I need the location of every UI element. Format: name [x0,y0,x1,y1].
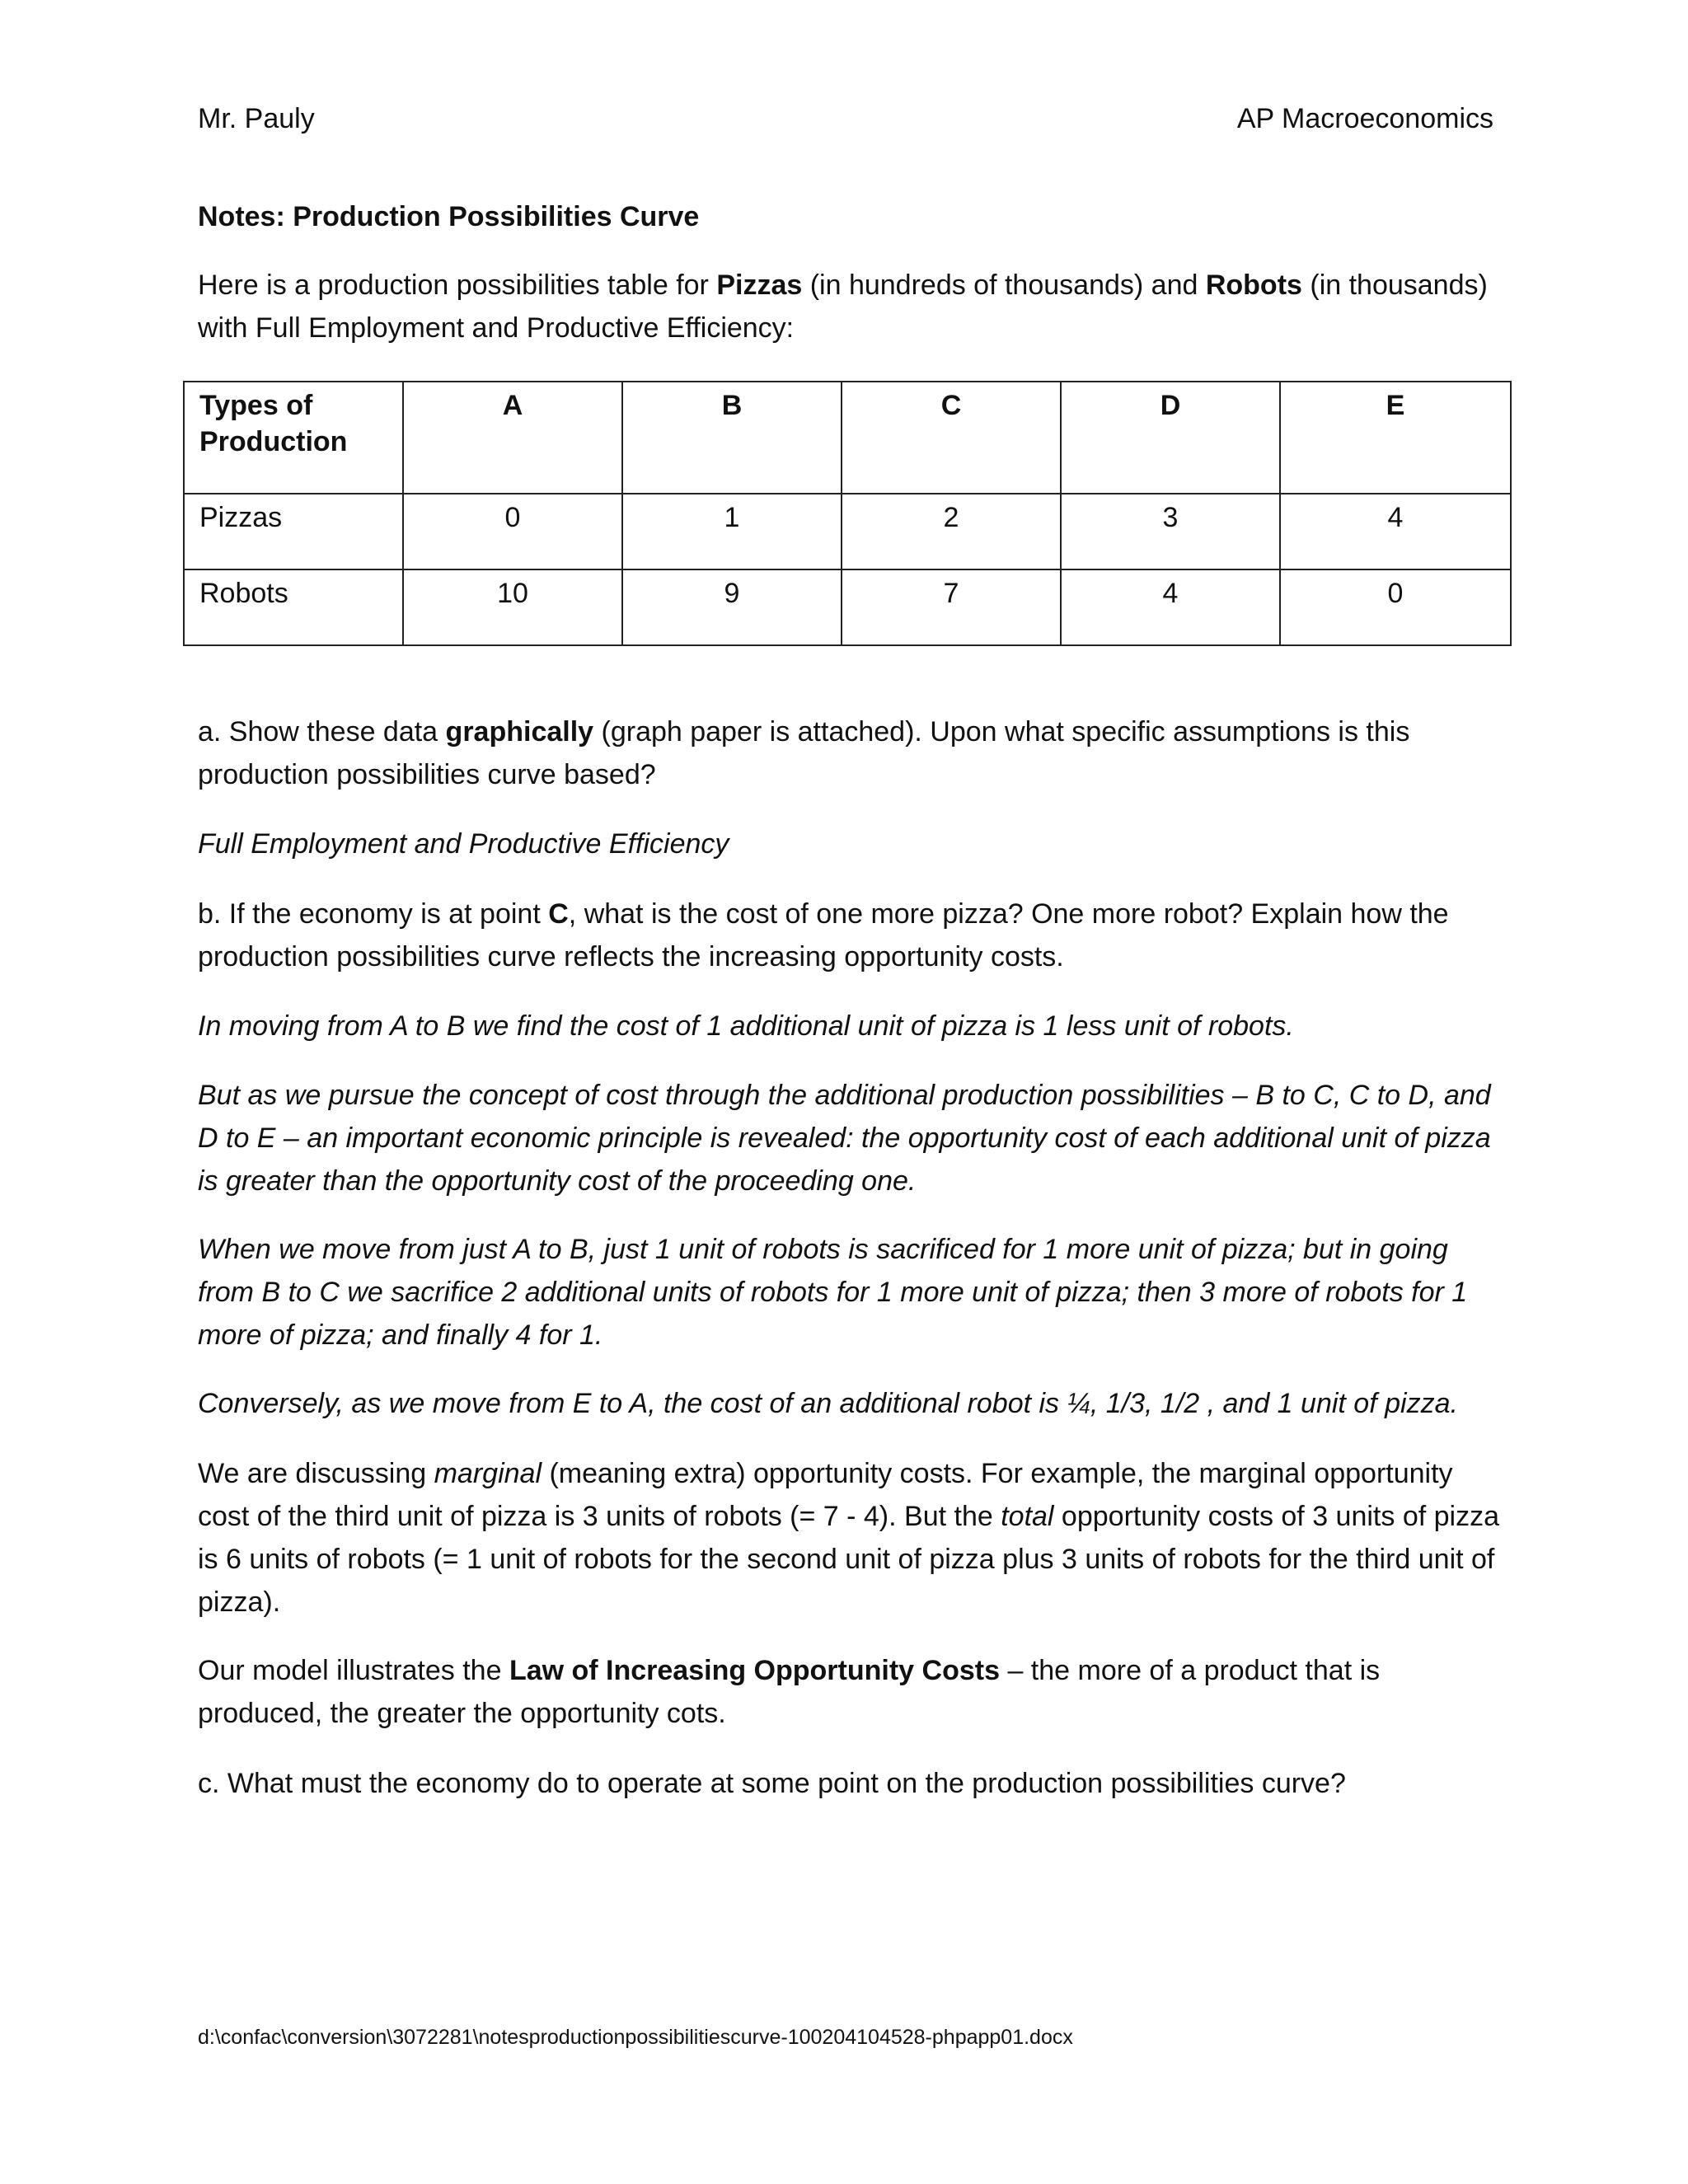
answer-b-2 [198,1074,1500,1202]
answer-b-4 [198,1382,1500,1425]
table-cell: 4 [1061,569,1280,645]
table-cell: 3 [1061,494,1280,569]
intro-text-2: (in hundreds of thousands) and [802,269,1206,301]
column-d: D [1160,390,1181,421]
intro-text-3: (in thousands) with Full Employment and Productive Efficiency: [198,269,1488,344]
course-name: AP Macroeconomics [1236,103,1493,134]
question-b-text-1: b. If the economy is at point [198,898,549,930]
notes-title-text: Notes: Production Possibilities Curve [198,201,700,232]
column-b: B [721,390,743,421]
answer-b-1-text: In moving from A to B we find the cost of 1 additional unit of pizza is 1 less unit of robots. [198,1010,1294,1042]
intro-robots: Robots [1205,269,1302,301]
answer-b-1 [198,1005,1500,1047]
table-cell: 7 [842,569,1061,645]
answer-b-3-text: When we move from just A to B, just 1 unit of robots is sacrificed for 1 more unit of pizza; but in going from B to C we sacrifice 2 additional units of robots for 1 more unit of pizza; then 3 more of robots for 1 more of pizza; and finally 4 for 1. [198,1234,1468,1351]
law-text-1: Our model illustrates the [198,1655,509,1686]
law-text-2: – the more of a product that is produced, the greater the opportunity cots. [198,1655,1381,1729]
table-row [184,494,1511,569]
answer-b-2-text: But as we pursue the concept of cost through the additional production possibilities – B to C, C to D, and D to E – an important economic principle is revealed: the opportunity cost of each additional unit of pizza is greater than the opportunity cost of the proceeding one. [198,1080,1491,1197]
answer-a [198,823,1500,865]
table-cell: 4 [1280,494,1511,569]
table-header-label [184,382,403,494]
question-a-text-2: (graph paper is attached). Upon what specific assumptions is this production possibilities curve based? [198,716,1410,790]
column-c: C [940,390,962,421]
table-column-header [842,382,1061,494]
law-paragraph [198,1649,1500,1735]
table-cell: 10 [403,569,622,645]
table-cell: 1 [622,494,842,569]
question-c: c. What must the economy do to operate at some point on the production possibilities curve? [198,1768,1346,1799]
question-b [198,893,1500,978]
table-column-header [1061,382,1280,494]
table-header-label-text: Types of Production [199,390,348,457]
marginal-paragraph [198,1452,1500,1624]
row-label-pizzas: Pizzas [184,494,403,569]
column-a: A [502,390,523,421]
intro-text-1: Here is a production possibilities table for [198,269,717,301]
question-a [198,710,1500,796]
marginal-text-3: opportunity costs of 3 units of pizza is 6 units of robots (= 1 unit of robots for the second unit of pizza plus 3 units of robots for the third unit of pizza). [198,1501,1499,1618]
table-row [184,569,1511,645]
intro-pizzas: Pizzas [716,269,803,301]
table-column-header [1280,382,1511,494]
marginal-text-2: (meaning extra) opportunity costs. For example, the marginal opportunity cost of the third unit of pizza is 3 units of robots (= 7 - 4). But the [198,1458,1453,1532]
law-bold: Law of Increasing Opportunity Costs [509,1655,1000,1686]
answer-b-3 [198,1228,1500,1357]
question-b-bold: C [548,898,569,930]
column-e: E [1386,390,1405,421]
teacher-name: Mr. Pauly [198,103,315,134]
table-cell: 0 [403,494,622,569]
production-possibilities-table [183,381,1512,646]
table-column-header [403,382,622,494]
intro-paragraph [198,264,1500,349]
table-cell: 2 [842,494,1061,569]
table-header-row [184,382,1511,494]
notes-title [198,195,1500,238]
question-a-bold: graphically [445,716,594,748]
question-a-text-1: a. Show these data [198,716,446,748]
table-cell: 9 [622,569,842,645]
row-label-robots: Robots [184,569,403,645]
answer-b-4-text: Conversely, as we move from E to A, the cost of an additional robot is ¼, 1/3, 1/2 , and 1 unit of pizza. [198,1388,1458,1419]
table-cell: 0 [1280,569,1511,645]
marginal-italic-1: marginal [434,1458,542,1489]
table-column-header [622,382,842,494]
marginal-italic-2: total [1001,1501,1054,1532]
answer-a-text: Full Employment and Productive Efficiency [198,828,729,860]
footer-file-path: d:\confac\conversion\3072281\notesproductionpossibilitiescurve-100204104528-phpapp01.docx [198,2026,1073,2049]
question-b-text-2: , what is the cost of one more pizza? One more robot? Explain how the production possibilities curve reflects the increasing opportunity costs. [198,898,1449,972]
marginal-text-1: We are discussing [198,1458,434,1489]
